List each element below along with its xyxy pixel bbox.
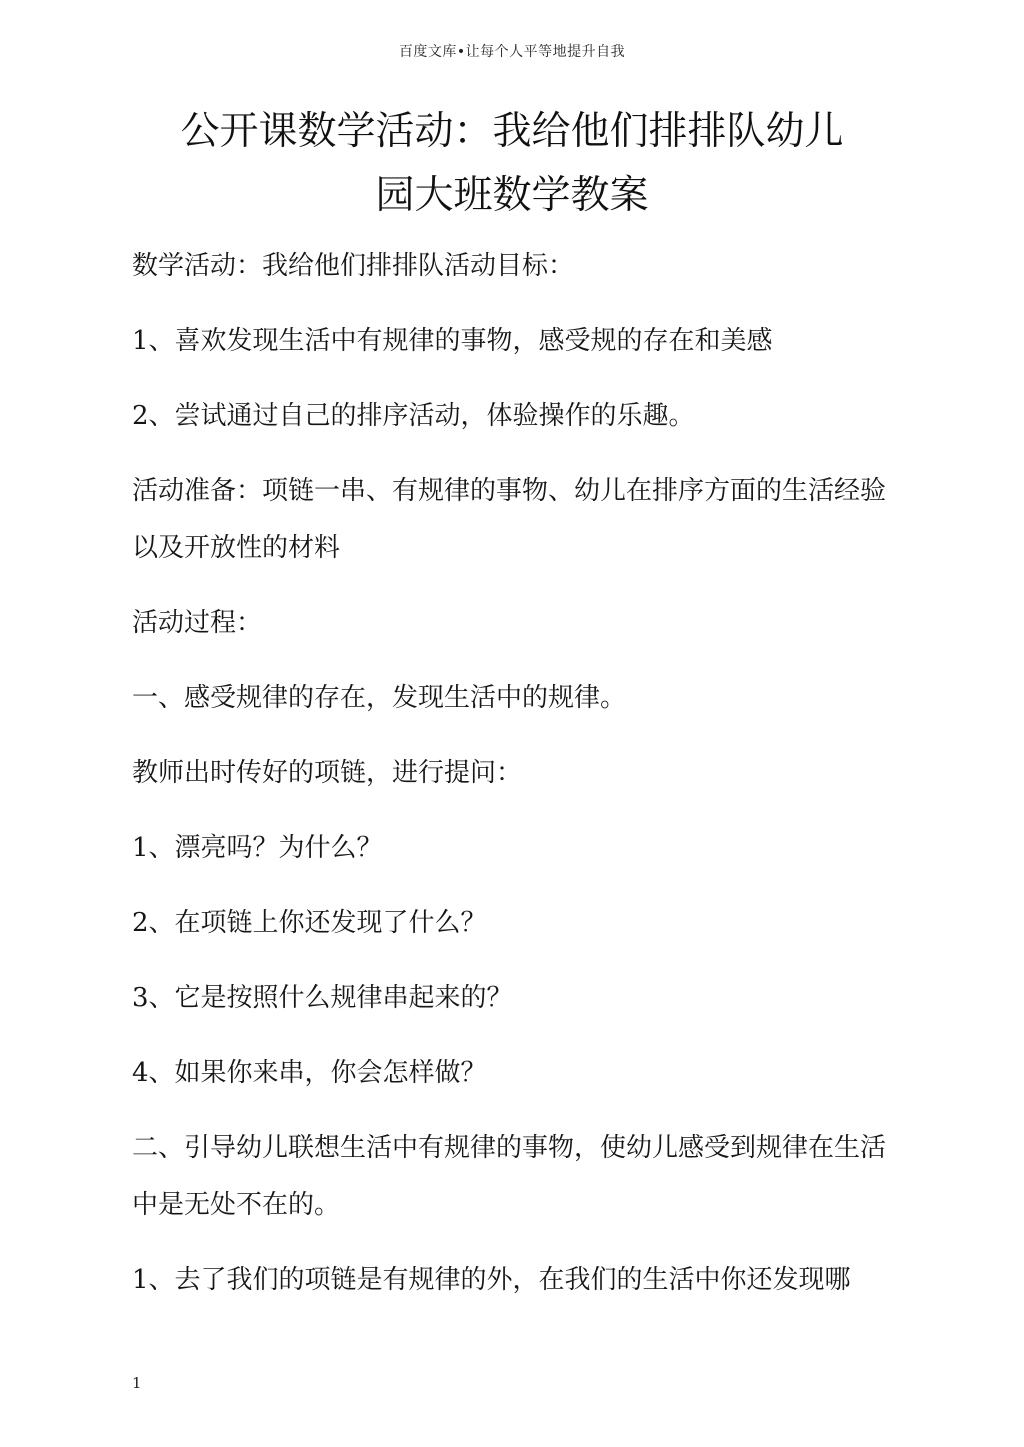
- document-title: [132, 100, 892, 228]
- page-number: 1: [132, 1374, 142, 1392]
- title-line-1: 公开课数学活动：我给他们排排队幼儿: [180, 109, 844, 154]
- paragraph-objective-1: 1、喜欢发现生活中有规律的事物，感受规的存在和美感: [132, 326, 773, 356]
- paragraph-question-2: 2、在项链上你还发现了什么？: [132, 908, 487, 938]
- paragraph-objectives-heading: 数学活动：我给他们排排队活动目标：: [132, 251, 575, 281]
- page-header: 百度文库•让每个人平等地提升自我: [398, 44, 626, 60]
- paragraph-preparation: 活动准备：项链一串、有规律的事物、幼儿在排序方面的生活经验以及开放性的材料: [132, 476, 887, 563]
- document-body: [132, 238, 892, 1327]
- title-line-2: 园大班数学教案: [375, 173, 649, 218]
- paragraph-section-2: 二、引导幼儿联想生活中有规律的事物，使幼儿感受到规律在生活中是无处不在的。: [132, 1133, 887, 1220]
- paragraph-section-1: 一、感受规律的存在，发现生活中的规律。: [132, 683, 627, 713]
- paragraph-teacher-question: 教师出时传好的项链，进行提问：: [132, 758, 523, 788]
- paragraph-section-2-item-1: 1、去了我们的项链是有规律的外，在我们的生活中你还发现哪: [132, 1265, 851, 1295]
- paragraph-process-heading: 活动过程：: [132, 608, 263, 638]
- paragraph-objective-2: 2、尝试通过自己的排序活动，体验操作的乐趣。: [132, 401, 695, 431]
- paragraph-question-3: 3、它是按照什么规律串起来的？: [132, 983, 513, 1013]
- paragraph-question-4: 4、如果你来串，你会怎样做？: [132, 1058, 487, 1088]
- paragraph-question-1: 1、漂亮吗？为什么？: [132, 833, 383, 863]
